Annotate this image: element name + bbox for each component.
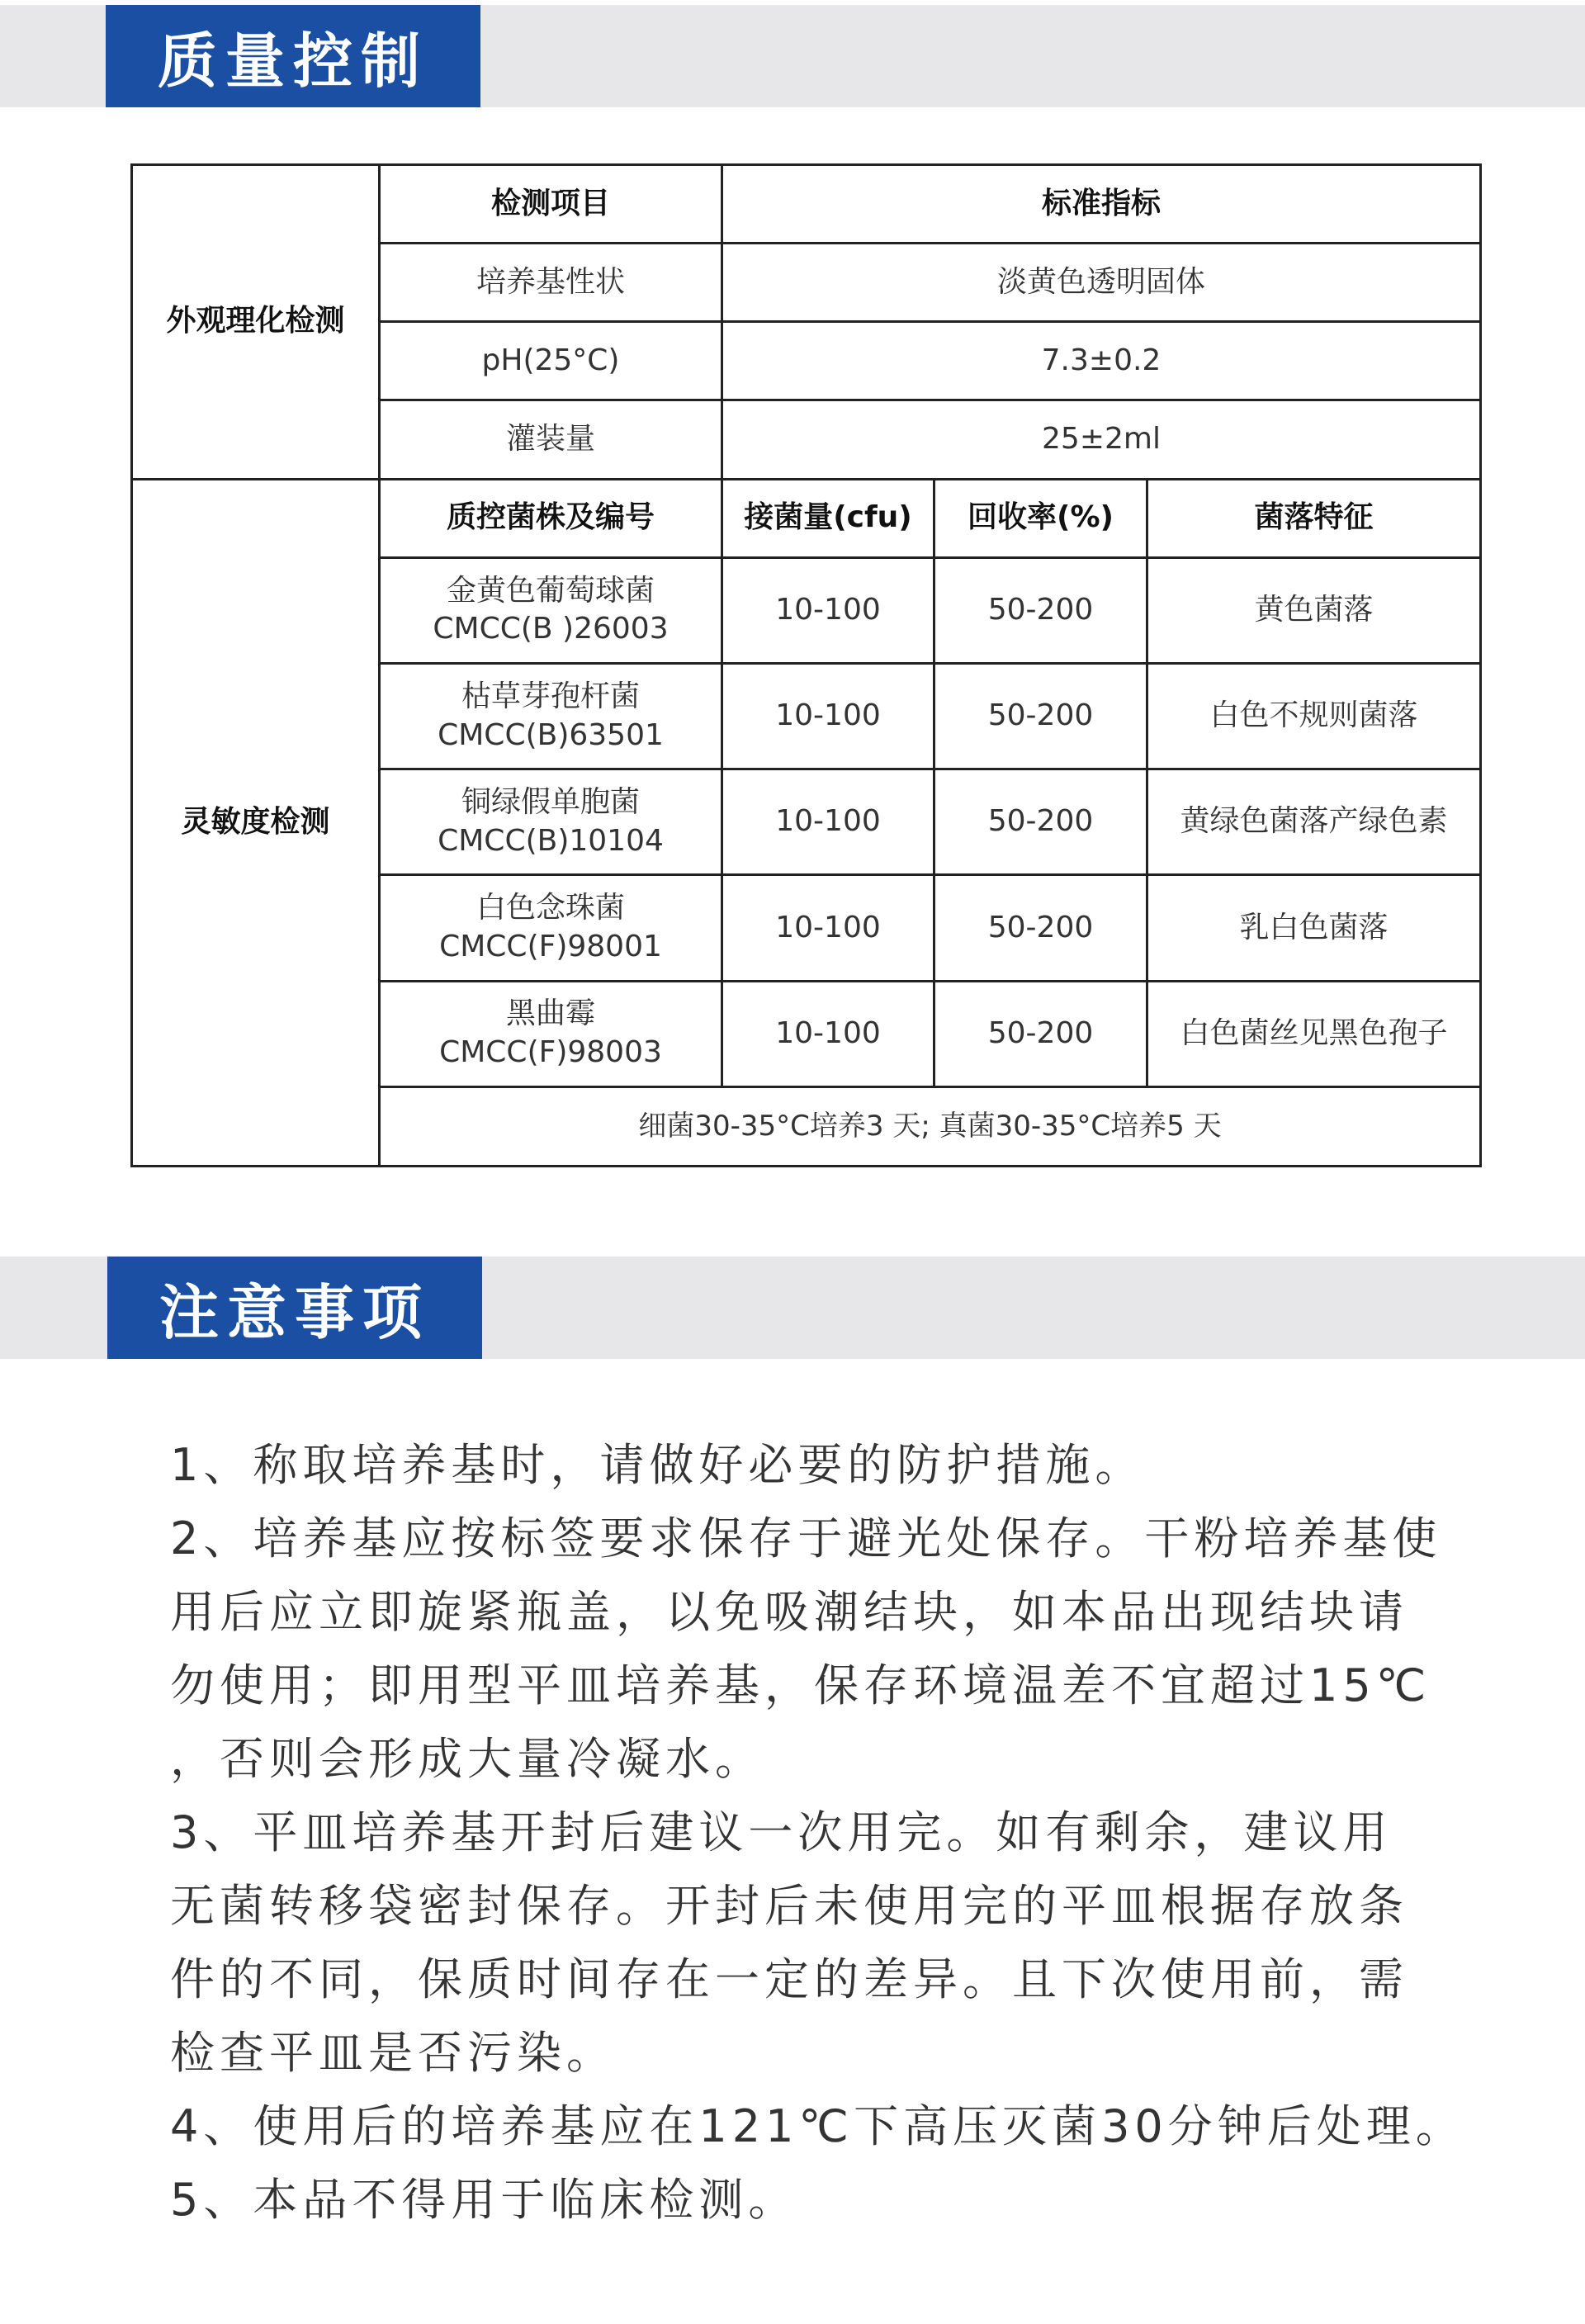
- notes-line: 5、本品不得用于临床检测。: [170, 2174, 798, 2226]
- notes-line: 件的不同，保质时间存在一定的差异。且下次使用前，需: [170, 1953, 1408, 2005]
- quality-control-table: [130, 163, 1482, 1167]
- cell-colony: 白色菌丝见黑色孢子: [1147, 981, 1481, 1086]
- category-appearance: 外观理化检测: [132, 165, 380, 480]
- cell-item: 培养基性状: [380, 244, 722, 322]
- cell-strain: [380, 663, 722, 769]
- category-sensitivity: 灵敏度检测: [132, 479, 380, 1166]
- cell-inoculum: 10-100: [722, 769, 934, 875]
- cell-recovery: 50-200: [934, 557, 1147, 663]
- strain-code: CMCC(F)98003: [439, 1035, 662, 1070]
- table-row: [132, 165, 1481, 244]
- cell-item: pH(25°C): [380, 322, 722, 400]
- culture-conditions-note: 细菌30-35°C培养3 天; 真菌30-35°C培养5 天: [380, 1086, 1481, 1166]
- section-title-quality-control: 质量控制: [106, 5, 480, 107]
- header-recovery: 回收率(%): [934, 479, 1147, 557]
- cell-recovery: 50-200: [934, 769, 1147, 875]
- notes-line: 2、培养基应按标签要求保存于避光处保存。干粉培养基使: [170, 1512, 1442, 1564]
- cell-standard: 7.3±0.2: [722, 322, 1481, 400]
- table-row: [132, 479, 1481, 557]
- cell-colony: 白色不规则菌落: [1147, 663, 1481, 769]
- notes-line: 4、使用后的培养基应在121℃下高压灭菌30分钟后处理。: [170, 2100, 1465, 2152]
- header-strain: 质控菌株及编号: [380, 479, 722, 557]
- cell-standard: 25±2ml: [722, 400, 1481, 479]
- header-inoculum: 接菌量(cfu): [722, 479, 934, 557]
- cell-inoculum: 10-100: [722, 875, 934, 981]
- cell-inoculum: 10-100: [722, 663, 934, 769]
- strain-code: CMCC(B)10104: [438, 823, 664, 858]
- cell-standard: 淡黄色透明固体: [722, 244, 1481, 322]
- cell-item: 灌装量: [380, 400, 722, 479]
- cell-strain: [380, 769, 722, 875]
- strain-name: 白色念珠菌: [476, 891, 625, 925]
- cell-colony: 黄绿色菌落产绿色素: [1147, 769, 1481, 875]
- cell-recovery: 50-200: [934, 663, 1147, 769]
- strain-name: 铜绿假单胞菌: [461, 784, 640, 819]
- strain-name: 金黄色葡萄球菌: [446, 573, 655, 608]
- cell-strain: [380, 981, 722, 1086]
- notes-line: 1、称取培养基时，请做好必要的防护措施。: [170, 1439, 1145, 1491]
- section-title-notes: 注意事项: [107, 1257, 482, 1359]
- header-standard: 标准指标: [722, 165, 1481, 244]
- strain-code: CMCC(F)98001: [439, 929, 662, 963]
- strain-code: CMCC(B)63501: [438, 717, 664, 752]
- cell-inoculum: 10-100: [722, 557, 934, 663]
- notes-line: 3、平皿培养基开封后建议一次用完。如有剩余，建议用: [170, 1806, 1393, 1858]
- notes-line: 用后应立即旋紧瓶盖，以免吸潮结块，如本品出现结块请: [170, 1586, 1408, 1638]
- cell-recovery: 50-200: [934, 875, 1147, 981]
- notes-line: 勿使用；即用型平皿培养基，保存环境温差不宜超过15℃: [170, 1659, 1431, 1711]
- notes-line: ，否则会形成大量冷凝水。: [170, 1733, 764, 1785]
- header-test-item: 检测项目: [380, 165, 722, 244]
- cell-inoculum: 10-100: [722, 981, 934, 1086]
- cell-strain: [380, 557, 722, 663]
- cell-recovery: 50-200: [934, 981, 1147, 1086]
- strain-code: CMCC(B )26003: [433, 612, 669, 646]
- notes-list: [170, 1428, 1491, 2236]
- strain-name: 枯草芽孢杆菌: [461, 679, 640, 713]
- strain-name: 黑曲霉: [505, 996, 595, 1031]
- cell-strain: [380, 875, 722, 981]
- header-colony: 菌落特征: [1147, 479, 1481, 557]
- notes-line: 检查平皿是否污染。: [170, 2027, 616, 2079]
- notes-line: 无菌转移袋密封保存。开封后未使用完的平皿根据存放条: [170, 1880, 1408, 1932]
- cell-colony: 乳白色菌落: [1147, 875, 1481, 981]
- cell-colony: 黄色菌落: [1147, 557, 1481, 663]
